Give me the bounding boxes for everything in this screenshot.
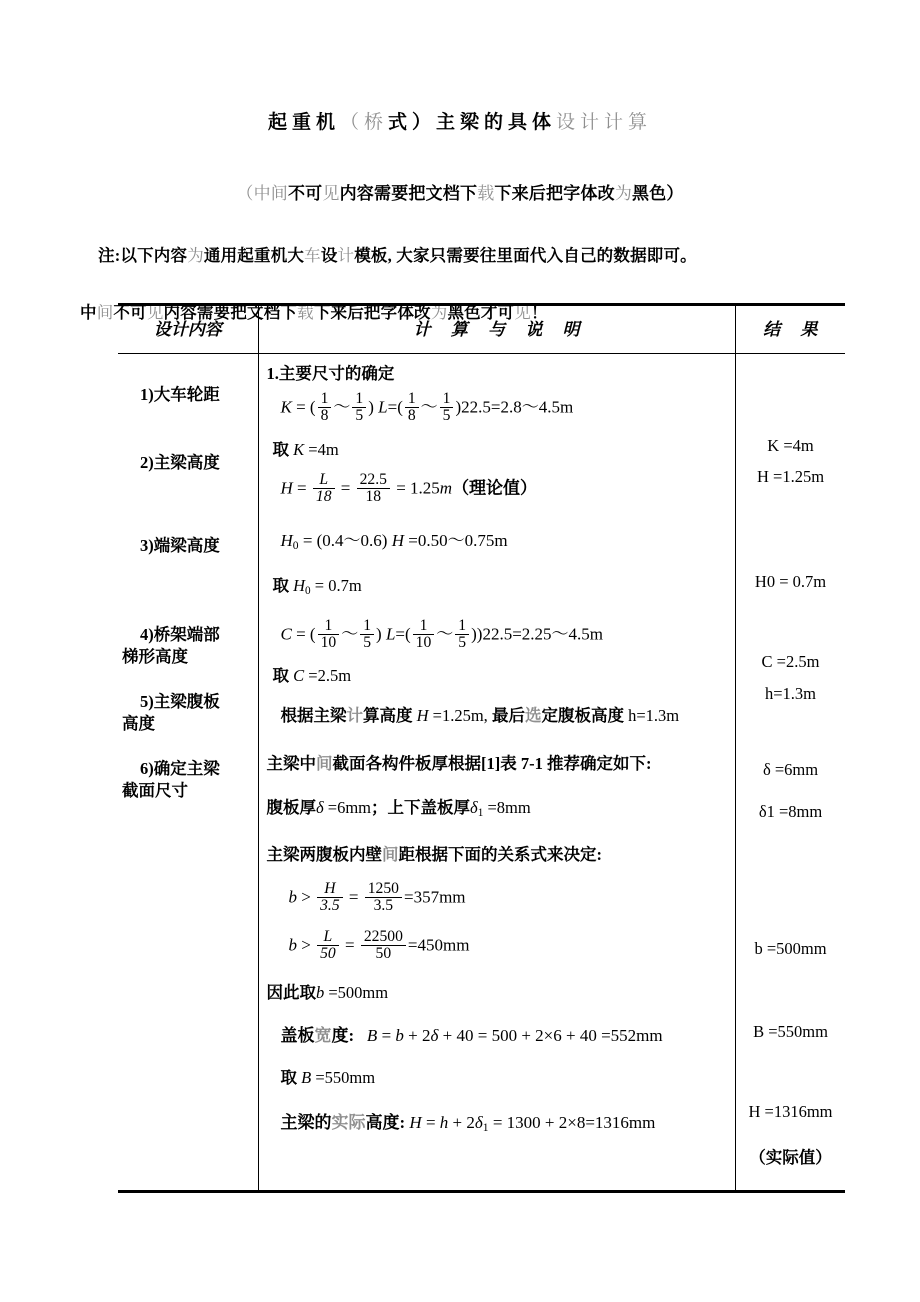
subtitle3-seg-i: 黑色才可 xyxy=(447,302,515,322)
subtitle2-seg-f: 计 xyxy=(337,245,355,265)
subtitle1-seg-g: 为 xyxy=(614,183,633,203)
c-tail-value: )22.5=2.25～4.5m xyxy=(476,624,604,644)
list-item xyxy=(118,624,258,668)
web-text-seg-c: 算高度 xyxy=(363,706,413,725)
subtitle3-seg-c: 不可 xyxy=(113,302,147,322)
design-content-cell xyxy=(118,354,258,1192)
design-item-6-line2: 截面尺寸 xyxy=(122,780,188,800)
calculation-cell xyxy=(258,354,735,1192)
formula-trapezoid-C: C = ( $\frac{1}{10}$ ～ $\frac{1}{5}$ ) L=( $\frac{1}{10}$ ～ $\frac{1}{5}$ ))22.5=2.25～4.5m xyxy=(280,617,604,652)
calculation-body xyxy=(259,354,735,1190)
header-calculation xyxy=(258,302,735,354)
unit-m-italic: m xyxy=(439,478,453,498)
subscript-1: 1 xyxy=(477,807,484,820)
design-item-list xyxy=(118,354,258,1190)
result-list xyxy=(736,354,846,1190)
result-H0: H0 = 0.7m xyxy=(754,572,827,591)
design-item-5-line2: 高度 xyxy=(122,713,155,733)
value-b: =500mm xyxy=(328,983,389,1002)
formula-b-gt-H-3p5: b > $\frac{H}{3.5}$ = $\frac{1250}{3.5}$ =357mm xyxy=(288,880,466,915)
design-item-6-line1: 6)确定主梁 xyxy=(140,759,220,778)
var-B: B xyxy=(366,1026,378,1045)
fraction-L-over-18: $\frac{L}{18}$ xyxy=(313,472,335,506)
value-H-web: =1.25m, xyxy=(432,706,488,725)
formula-wheelbase-K: K = ( $\frac{1}{8}$ ～ $\frac{1}{5}$ ) L=( $\frac{1}{8}$ ～ $\frac{1}{5}$ )22.5=2.8～4.5m xyxy=(280,390,574,425)
label-take-3: 取 xyxy=(272,666,289,685)
text-plate-thickness xyxy=(259,750,744,774)
var-b: b xyxy=(288,887,297,907)
design-calculation-table xyxy=(118,303,845,1193)
label-therefore-take: 因此取 xyxy=(266,983,316,1002)
var-H-actual: H xyxy=(409,1113,422,1132)
var-C2: C xyxy=(293,666,305,685)
subtitle3-seg-h: 为 xyxy=(430,302,448,322)
fraction-1-over-8b: $\frac{1}{8}$ xyxy=(405,391,419,425)
var-K: K xyxy=(280,397,292,417)
list-item xyxy=(118,758,258,802)
value-H-actual: =1316mm xyxy=(585,1113,656,1132)
var-delta: δ xyxy=(316,798,324,817)
fraction-22p5-over-18: $\frac{22.5}{18}$ xyxy=(357,472,390,506)
var-L: L xyxy=(378,397,388,417)
design-item-5-line1: 5)主梁腹板 xyxy=(140,692,220,711)
page-title xyxy=(80,0,840,135)
formula-b-gt-L-50: b > $\frac{L}{50}$ = $\frac{22500}{50}$ =450mm xyxy=(288,928,470,963)
subtitle3-seg-f: 载 xyxy=(297,302,314,322)
value-delta: =6mm xyxy=(327,798,372,817)
design-item-1-line1: 1)大车轮距 xyxy=(140,385,220,404)
result-b: b =500mm xyxy=(754,939,827,958)
web-text-seg-f: 定腹板高度 xyxy=(541,706,624,725)
design-item-3-line1: 3)端梁高度 xyxy=(140,536,220,555)
var-h-actual: h xyxy=(439,1113,449,1132)
value-B: =550mm xyxy=(315,1068,376,1087)
value-C: =2.5m xyxy=(308,666,352,685)
header-result xyxy=(735,305,845,354)
subtitle3-seg-k: ！ xyxy=(530,302,548,322)
k-tail-value: 22.5=2.8～4.5m xyxy=(461,397,574,417)
value-delta1: =8mm xyxy=(487,798,531,817)
web-text-seg-e: 选 xyxy=(524,706,542,725)
fraction-1-over-10b: $\frac{1}{10}$ xyxy=(413,618,435,652)
web-text-seg-a: 根据主梁 xyxy=(280,706,347,725)
result-H-actual: H =1316mm xyxy=(748,1102,833,1121)
fraction-22500-over-50: $\frac{22500}{50}$ xyxy=(361,929,406,963)
formula-girder-height-H: H = $\frac{L}{18}$ = $\frac{22.5}{18}$ = 1.25m（理论值） xyxy=(280,471,538,506)
spacing-text-seg-a: 主梁两腹板内壁 xyxy=(266,845,382,864)
result-C: C =2.5m xyxy=(761,652,820,671)
value-K: =4m xyxy=(308,440,339,459)
table-body-row xyxy=(118,354,845,1192)
var-delta2: δ xyxy=(430,1026,439,1045)
result-B: B =550mm xyxy=(753,1022,828,1041)
subtitle2-seg-d: 车 xyxy=(304,245,321,265)
subtitle1-seg-d: 内容需要把文档下 xyxy=(339,183,478,203)
list-item xyxy=(118,452,258,474)
title-seg-3: 式）主梁的具体 xyxy=(388,112,557,133)
header-result-label: 结 果 xyxy=(763,320,826,339)
value-H-theory: 1.25 xyxy=(410,478,440,498)
var-delta1: δ xyxy=(470,798,478,817)
text-plate-values xyxy=(259,794,744,819)
result-K: K =4m xyxy=(767,436,814,455)
plate-text-seg-b: 间 xyxy=(316,754,333,773)
value-b-min1: 357mm xyxy=(413,887,466,907)
subtitle1-seg-b: 不可 xyxy=(287,183,323,203)
semicolon-cn: ； xyxy=(371,798,388,817)
cover-label-seg-b: 宽 xyxy=(314,1026,332,1045)
spacing-text-seg-c: 距根据下面的关系式来决定: xyxy=(398,845,602,864)
header-calculation-label: 计 算 与 说 明 xyxy=(413,320,588,339)
result-delta1: δ1 =8mm xyxy=(758,802,823,821)
value-B-calc: =552mm xyxy=(601,1026,663,1045)
fraction-1-over-5c: $\frac{1}{5}$ xyxy=(360,618,374,652)
fraction-1-over-5: $\frac{1}{5}$ xyxy=(352,391,366,425)
spacing-text-seg-b: 间 xyxy=(382,845,399,864)
subtitle3-seg-a: 中 xyxy=(80,302,97,322)
formula-actual-girder-height: 主梁的实际高度: $H = h + 2\delta_1 = 1300 + 2\times 8=1316mm$ xyxy=(280,1113,656,1135)
delta-label-1: 腹板厚 xyxy=(266,798,316,817)
formula-take-H0 xyxy=(259,572,750,597)
web-text-seg-b: 计 xyxy=(346,706,363,725)
plate-text-seg-a: 主梁中 xyxy=(266,754,316,773)
title-seg-2: （桥 xyxy=(339,112,388,133)
result-cell xyxy=(735,354,845,1192)
result-delta: δ =6mm xyxy=(762,760,819,779)
fraction-1-over-8: $\frac{1}{8}$ xyxy=(318,391,332,425)
subscript-0: 0 xyxy=(292,539,299,553)
subtitle1-seg-c: 见 xyxy=(322,183,340,203)
text-take-b xyxy=(259,979,744,1003)
subtitle1-seg-e: 载 xyxy=(477,183,495,203)
text-web-spacing xyxy=(259,841,744,865)
label-take-2: 取 xyxy=(272,576,289,595)
subtitle2-seg-b: 为 xyxy=(187,245,204,265)
document-header xyxy=(0,0,920,323)
var-H-ref: H xyxy=(391,531,405,550)
list-item xyxy=(118,384,258,406)
formula-take-K xyxy=(259,436,750,460)
var-b3: b xyxy=(316,983,325,1002)
web-text-seg-d: 最后 xyxy=(491,706,525,725)
value-b-min2: 450mm xyxy=(417,935,470,955)
cover-label-seg-a: 盖板 xyxy=(280,1026,315,1045)
var-H-web: H xyxy=(416,706,429,725)
var-b2: b xyxy=(288,935,297,955)
design-item-4-line1: 4)桥架端部 xyxy=(140,625,220,644)
subtitle-line-1 xyxy=(80,179,840,204)
title-seg-4: 设计计算 xyxy=(556,112,653,133)
result-h: h=1.3m xyxy=(764,684,816,703)
var-H0b: H xyxy=(293,576,306,595)
subtitle3-seg-b: 间 xyxy=(96,302,114,322)
header-design-content-label: 设计内容 xyxy=(153,320,222,339)
fraction-1-over-5d: $\frac{1}{5}$ xyxy=(455,618,469,652)
header-design-content xyxy=(118,302,258,354)
formula-take-C xyxy=(259,662,750,686)
label-take-4: 取 xyxy=(280,1068,297,1087)
note-theoretical: （理论值） xyxy=(452,478,538,498)
var-K2: K xyxy=(293,440,305,459)
subscript-0b: 0 xyxy=(305,585,311,598)
fraction-H-over-3p5: $\frac{H}{3.5}$ xyxy=(317,881,343,915)
formula-end-beam-H0: $H_0$ = (0.4～0.6) H =0.50～0.75m xyxy=(280,531,508,553)
subtitle3-seg-e: 内容需要把文档下 xyxy=(163,302,298,322)
subtitle1-seg-f: 下来后把字体改 xyxy=(494,183,615,203)
formula-take-B xyxy=(259,1064,758,1088)
value-h-web: h=1.3m xyxy=(628,706,680,725)
var-delta1b: δ xyxy=(474,1113,483,1132)
actual-label-seg-b: 实际 xyxy=(331,1113,366,1132)
var-L2: L xyxy=(385,624,396,644)
subtitle2-seg-e: 设 xyxy=(320,245,338,265)
subtitle1-seg-h: 黑色） xyxy=(632,183,684,203)
delta-label-2: 上下盖板厚 xyxy=(387,798,471,817)
table-header-row xyxy=(118,305,845,354)
subtitle2-seg-a: 注:以下内容 xyxy=(98,245,188,265)
formula-cover-plate-width: 盖板宽度: B = b + 2δ + 40 = 500 + 2×6 + 40 =552mm xyxy=(280,1026,663,1045)
var-H0: H xyxy=(280,531,293,550)
subtitle1-seg-a: （中间 xyxy=(236,183,288,203)
label-take-1: 取 xyxy=(272,440,289,459)
subscript-1b: 1 xyxy=(482,1121,489,1135)
var-H: H xyxy=(280,478,293,498)
subtitle-line-2 xyxy=(80,242,840,266)
subtitle2-seg-g: 模板, 大家只需要往里面代入自己的数据即可。 xyxy=(354,245,697,265)
list-item xyxy=(118,691,258,735)
subtitle3-seg-d: 见 xyxy=(146,302,164,322)
text-web-plate-height xyxy=(259,702,758,726)
plate-text-seg-c: 截面各构件板厚根据[1]表 7-1 推荐确定如下: xyxy=(332,754,652,773)
value-H0: = 0.7m xyxy=(314,576,362,595)
subtitle2-seg-c: 通用起重机大 xyxy=(203,245,305,265)
design-item-4-line2: 梯形高度 xyxy=(122,646,188,666)
fraction-L-over-50: $\frac{L}{50}$ xyxy=(317,929,339,963)
fraction-1-over-5b: $\frac{1}{5}$ xyxy=(440,391,454,425)
fraction-1-over-10: $\frac{1}{10}$ xyxy=(318,618,340,652)
calc-section-heading: 1.主要尺寸的确定 xyxy=(266,364,395,383)
subtitle3-seg-g: 下来后把字体改 xyxy=(313,302,431,322)
var-C: C xyxy=(280,624,292,644)
var-B2: B xyxy=(301,1068,312,1087)
cover-label-seg-c: 度: xyxy=(331,1026,355,1045)
actual-label-seg-a: 主梁的 xyxy=(280,1113,332,1132)
var-b4: b xyxy=(395,1026,404,1045)
list-item xyxy=(118,535,258,557)
result-actual-note: （实际值） xyxy=(749,1148,832,1167)
fraction-1250-over-3p5: $\frac{1250}{3.5}$ xyxy=(365,881,402,915)
design-item-2-line1: 2)主梁高度 xyxy=(140,453,220,472)
subtitle3-seg-j: 见 xyxy=(514,302,531,322)
title-seg-1: 起重机 xyxy=(267,112,340,133)
actual-label-seg-c: 高度: xyxy=(365,1113,406,1132)
result-H: H =1.25m xyxy=(756,467,825,486)
value-H0-range: =0.50～0.75m xyxy=(408,531,508,550)
